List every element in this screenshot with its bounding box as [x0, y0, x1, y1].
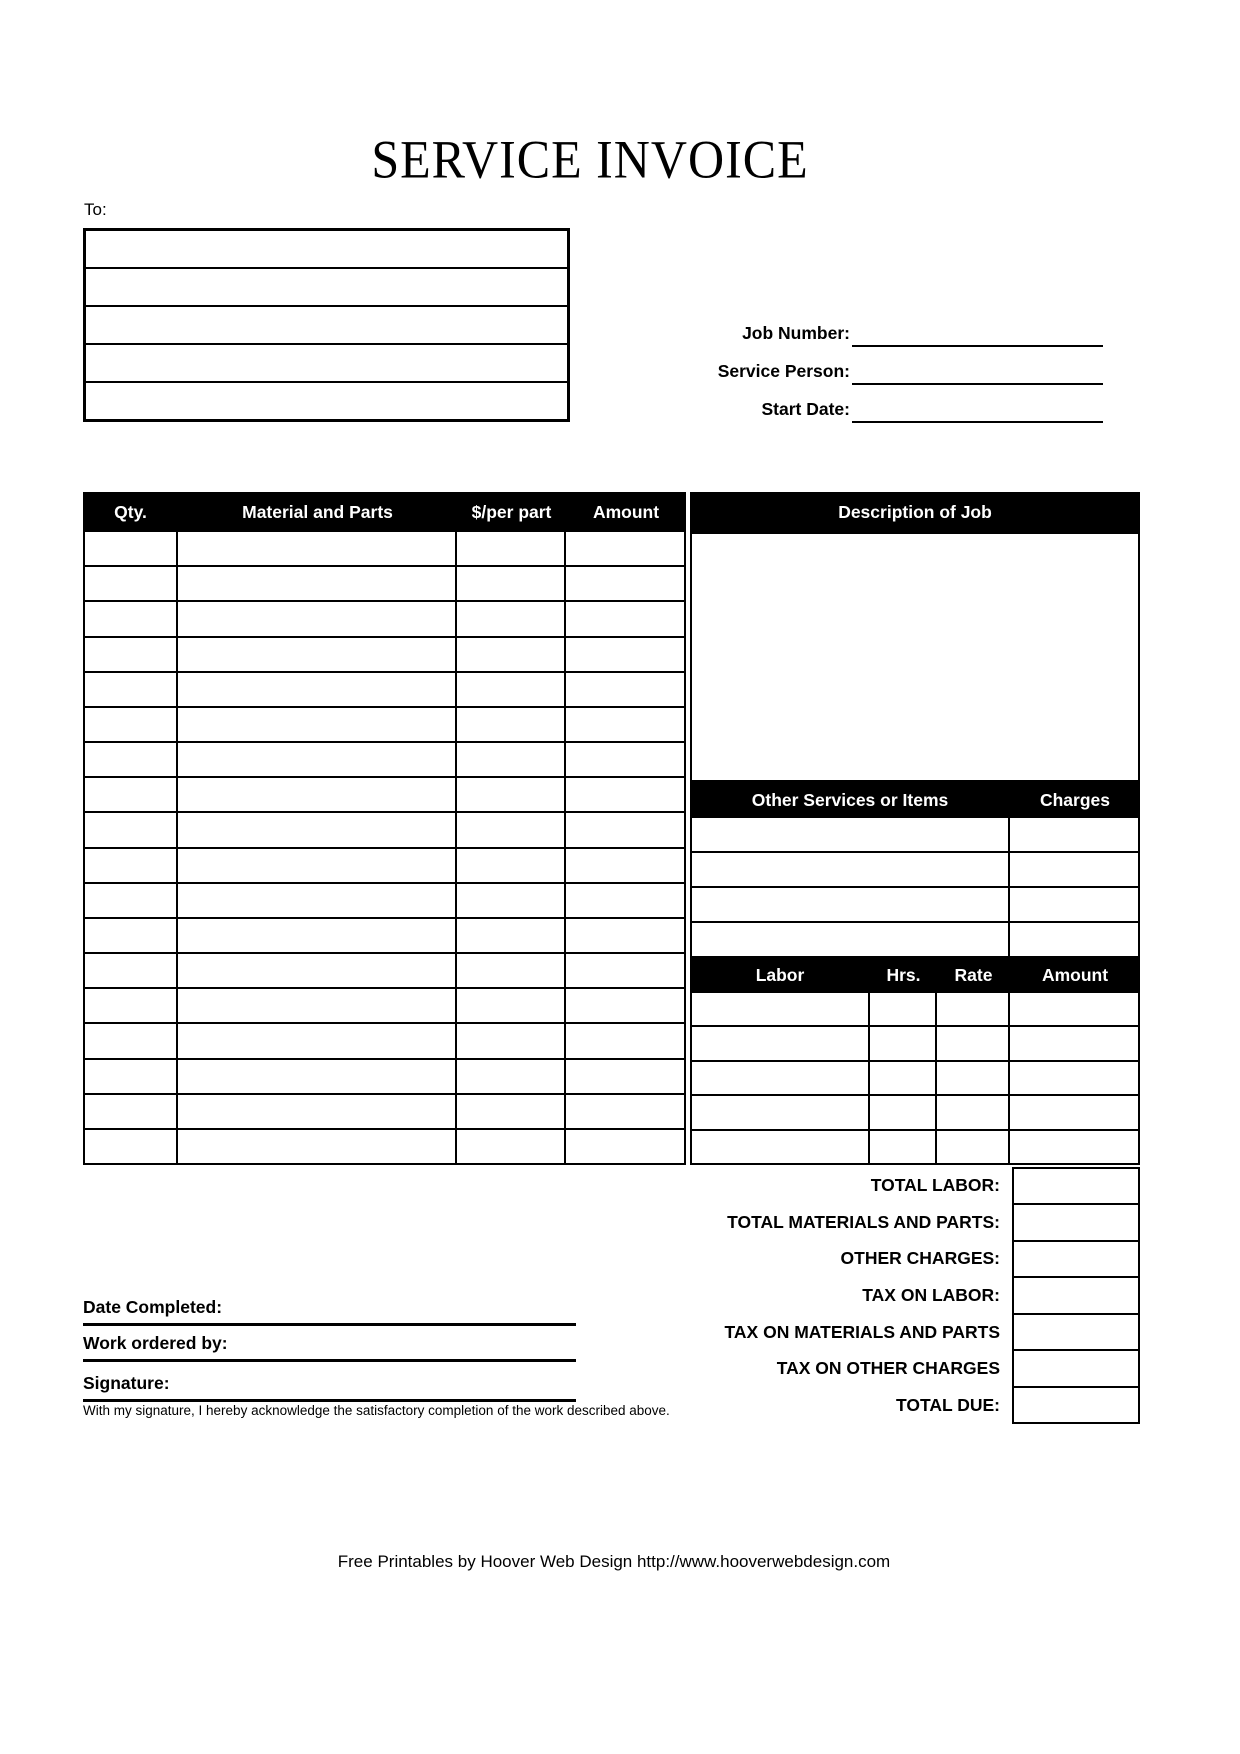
- material-cell[interactable]: [178, 954, 457, 987]
- labor-cell[interactable]: [692, 1096, 870, 1128]
- material-cell[interactable]: [178, 708, 457, 741]
- page-title: SERVICE INVOICE: [371, 128, 809, 190]
- amount-cell[interactable]: [566, 1130, 684, 1163]
- labor-cell[interactable]: [692, 1027, 870, 1059]
- labor-amount-cell[interactable]: [1010, 1062, 1138, 1094]
- other-services-col-label: Other Services or Items: [751, 789, 949, 810]
- rate-cell[interactable]: [937, 1027, 1010, 1059]
- charge-cell[interactable]: [1010, 888, 1138, 921]
- materials-table-row: [85, 849, 684, 884]
- labor-table-body: [690, 993, 1140, 1165]
- material-cell[interactable]: [178, 602, 457, 635]
- material-cell[interactable]: [178, 1095, 457, 1128]
- labor-col-hrs: Hrs.: [886, 965, 921, 985]
- qty-cell[interactable]: [85, 919, 178, 952]
- footer-credit: Free Printables by Hoover Web Design http://www.hooverwebdesign.com: [337, 1552, 891, 1571]
- qty-cell[interactable]: [85, 778, 178, 811]
- service-person-field: [620, 347, 1103, 385]
- job-number-input-line[interactable]: [852, 309, 1103, 347]
- description-of-job-box[interactable]: [690, 532, 1140, 782]
- material-cell[interactable]: [178, 638, 457, 671]
- amount-cell[interactable]: [566, 602, 684, 635]
- date-completed-label: Date Completed:: [83, 1297, 223, 1317]
- material-cell[interactable]: [178, 813, 457, 846]
- qty-cell[interactable]: [85, 708, 178, 741]
- materials-table-row: [85, 673, 684, 708]
- labor-table-row: [692, 1027, 1138, 1061]
- labor-table-row: [692, 993, 1138, 1027]
- other-charges-label: OTHER CHARGES:: [840, 1248, 1000, 1269]
- tax-on-other-charges-label: TAX ON OTHER CHARGES: [776, 1358, 1000, 1379]
- materials-table-row: [85, 989, 684, 1024]
- material-cell[interactable]: [178, 743, 457, 776]
- qty-cell[interactable]: [85, 849, 178, 882]
- qty-cell[interactable]: [85, 743, 178, 776]
- labor-amount-cell[interactable]: [1010, 1096, 1138, 1128]
- materials-table-row: [85, 1130, 684, 1163]
- rate-cell[interactable]: [937, 1131, 1010, 1163]
- date-completed-field[interactable]: [83, 1297, 576, 1326]
- amount-cell[interactable]: [566, 778, 684, 811]
- qty-cell[interactable]: [85, 1130, 178, 1163]
- total-value-box[interactable]: [1014, 1278, 1138, 1314]
- price-per-part-cell[interactable]: [457, 1095, 566, 1128]
- labor-amount-cell[interactable]: [1010, 993, 1138, 1025]
- tax-on-materials-and-parts-label: TAX ON MATERIALS AND PARTS: [724, 1321, 1000, 1342]
- labor-table-row: [692, 1131, 1138, 1163]
- labor-cell[interactable]: [692, 993, 870, 1025]
- price-per-part-cell[interactable]: [457, 778, 566, 811]
- job-number-field: [620, 309, 1103, 347]
- price-per-part-cell[interactable]: [457, 919, 566, 952]
- hrs-cell[interactable]: [870, 1131, 937, 1163]
- amount-cell[interactable]: [566, 919, 684, 952]
- labor-table-row: [692, 1062, 1138, 1096]
- to-address-box: [83, 228, 570, 422]
- address-line[interactable]: [86, 307, 567, 345]
- materials-table-header: [83, 492, 686, 532]
- amount-cell[interactable]: [566, 638, 684, 671]
- price-per-part-cell[interactable]: [457, 1060, 566, 1093]
- material-cell[interactable]: [178, 532, 457, 565]
- total-labor-label: TOTAL LABOR:: [870, 1174, 1000, 1195]
- total-value-box[interactable]: [1014, 1169, 1138, 1205]
- price-per-part-cell[interactable]: [457, 849, 566, 882]
- amount-cell[interactable]: [566, 989, 684, 1022]
- price-per-part-cell[interactable]: [457, 1130, 566, 1163]
- amount-cell[interactable]: [566, 954, 684, 987]
- address-line[interactable]: [86, 345, 567, 383]
- price-per-part-cell[interactable]: [457, 1024, 566, 1057]
- address-line[interactable]: [86, 231, 567, 269]
- qty-cell[interactable]: [85, 673, 178, 706]
- material-cell[interactable]: [178, 849, 457, 882]
- amount-cell[interactable]: [566, 813, 684, 846]
- work-ordered-by-field[interactable]: [83, 1333, 576, 1362]
- materials-table-row: [85, 743, 684, 778]
- signature-field[interactable]: [83, 1373, 576, 1402]
- other-services-row: [692, 888, 1138, 923]
- qty-cell[interactable]: [85, 602, 178, 635]
- labor-amount-cell[interactable]: [1010, 1131, 1138, 1163]
- signature-label: Signature:: [83, 1373, 170, 1393]
- materials-table-row: [85, 532, 684, 567]
- price-per-part-cell[interactable]: [457, 673, 566, 706]
- charge-cell[interactable]: [1010, 818, 1138, 851]
- rate-cell[interactable]: [937, 993, 1010, 1025]
- materials-col-price-per-part: $/per part: [471, 501, 552, 522]
- charges-col-label: Charges: [1039, 789, 1111, 810]
- totals-labels: [540, 1167, 1005, 1424]
- materials-table-row: [85, 954, 684, 989]
- rate-cell[interactable]: [937, 1096, 1010, 1128]
- price-per-part-cell[interactable]: [457, 813, 566, 846]
- other-service-cell[interactable]: [692, 818, 1010, 851]
- hrs-cell[interactable]: [870, 1062, 937, 1094]
- hrs-cell[interactable]: [870, 1096, 937, 1128]
- materials-table-row: [85, 1095, 684, 1130]
- total-value-box[interactable]: [1014, 1242, 1138, 1278]
- labor-table-row: [692, 1096, 1138, 1130]
- qty-cell[interactable]: [85, 567, 178, 600]
- description-of-job-label: Description of Job: [838, 501, 992, 522]
- materials-table-row: [85, 567, 684, 602]
- work-ordered-by-label: Work ordered by:: [83, 1333, 228, 1353]
- job-number-label: Job Number:: [742, 323, 850, 343]
- labor-amount-cell[interactable]: [1010, 1027, 1138, 1059]
- other-service-cell[interactable]: [692, 923, 1010, 956]
- tax-on-labor-label: TAX ON LABOR:: [862, 1285, 1000, 1306]
- labor-table-header: [690, 958, 1140, 993]
- description-of-job-header: [690, 492, 1140, 532]
- service-person-input-line[interactable]: [852, 347, 1103, 385]
- material-cell[interactable]: [178, 1024, 457, 1057]
- price-per-part-cell[interactable]: [457, 989, 566, 1022]
- qty-cell[interactable]: [85, 989, 178, 1022]
- amount-cell[interactable]: [566, 567, 684, 600]
- labor-col-labor: Labor: [755, 965, 805, 985]
- material-cell[interactable]: [178, 673, 457, 706]
- qty-cell[interactable]: [85, 1024, 178, 1057]
- materials-table-row: [85, 813, 684, 848]
- total-materials-and-parts-label: TOTAL MATERIALS AND PARTS:: [727, 1211, 1000, 1232]
- price-per-part-cell[interactable]: [457, 532, 566, 565]
- materials-col-material-and-parts: Material and Parts: [242, 501, 393, 522]
- amount-cell[interactable]: [566, 673, 684, 706]
- total-value-box[interactable]: [1014, 1205, 1138, 1241]
- materials-table-row: [85, 602, 684, 637]
- materials-col-amount: Amount: [592, 501, 660, 522]
- materials-table-row: [85, 884, 684, 919]
- amount-cell[interactable]: [566, 1060, 684, 1093]
- material-cell[interactable]: [178, 1060, 457, 1093]
- service-person-label: Service Person:: [717, 361, 850, 381]
- hrs-cell[interactable]: [870, 993, 937, 1025]
- qty-cell[interactable]: [85, 1060, 178, 1093]
- materials-table-row: [85, 638, 684, 673]
- labor-cell[interactable]: [692, 1131, 870, 1163]
- price-per-part-cell[interactable]: [457, 567, 566, 600]
- other-services-row: [692, 923, 1138, 956]
- to-label: To:: [84, 200, 107, 219]
- price-per-part-cell[interactable]: [457, 954, 566, 987]
- info-fields: [620, 309, 1103, 423]
- total-value-box[interactable]: [1014, 1315, 1138, 1351]
- other-service-cell[interactable]: [692, 888, 1010, 921]
- amount-cell[interactable]: [566, 849, 684, 882]
- materials-table-body: [83, 532, 686, 1165]
- materials-table-row: [85, 778, 684, 813]
- charge-cell[interactable]: [1010, 853, 1138, 886]
- materials-table-row: [85, 708, 684, 743]
- other-service-cell[interactable]: [692, 853, 1010, 886]
- material-cell[interactable]: [178, 778, 457, 811]
- price-per-part-cell[interactable]: [457, 884, 566, 917]
- amount-cell[interactable]: [566, 708, 684, 741]
- charge-cell[interactable]: [1010, 923, 1138, 956]
- amount-cell[interactable]: [566, 1024, 684, 1057]
- qty-cell[interactable]: [85, 884, 178, 917]
- materials-table-row: [85, 1060, 684, 1095]
- total-due-label: TOTAL DUE:: [895, 1395, 1000, 1416]
- start-date-field: [620, 385, 1103, 423]
- address-line[interactable]: [86, 383, 567, 419]
- other-services-row: [692, 818, 1138, 853]
- price-per-part-cell[interactable]: [457, 708, 566, 741]
- amount-cell[interactable]: [566, 1095, 684, 1128]
- start-date-label: Start Date:: [761, 399, 850, 419]
- price-per-part-cell[interactable]: [457, 638, 566, 671]
- total-value-box[interactable]: [1014, 1388, 1138, 1422]
- materials-table-row: [85, 1024, 684, 1059]
- qty-cell[interactable]: [85, 813, 178, 846]
- materials-col-qty: Qty.: [114, 501, 147, 522]
- material-cell[interactable]: [178, 989, 457, 1022]
- totals-value-boxes: [1012, 1167, 1140, 1424]
- total-value-box[interactable]: [1014, 1351, 1138, 1387]
- other-services-body: [690, 818, 1140, 958]
- material-cell[interactable]: [178, 884, 457, 917]
- qty-cell[interactable]: [85, 954, 178, 987]
- other-services-header: [690, 782, 1140, 818]
- material-cell[interactable]: [178, 919, 457, 952]
- qty-cell[interactable]: [85, 532, 178, 565]
- price-per-part-cell[interactable]: [457, 602, 566, 635]
- qty-cell[interactable]: [85, 638, 178, 671]
- qty-cell[interactable]: [85, 1095, 178, 1128]
- hrs-cell[interactable]: [870, 1027, 937, 1059]
- signature-disclaimer: With my signature, I hereby acknowledge the satisfactory completion of the work described above.: [83, 1403, 670, 1418]
- material-cell[interactable]: [178, 567, 457, 600]
- amount-cell[interactable]: [566, 743, 684, 776]
- amount-cell[interactable]: [566, 884, 684, 917]
- labor-cell[interactable]: [692, 1062, 870, 1094]
- address-line[interactable]: [86, 269, 567, 307]
- start-date-input-line[interactable]: [852, 385, 1103, 423]
- labor-col-rate: Rate: [954, 965, 993, 985]
- material-cell[interactable]: [178, 1130, 457, 1163]
- other-services-row: [692, 853, 1138, 888]
- rate-cell[interactable]: [937, 1062, 1010, 1094]
- materials-table-row: [85, 919, 684, 954]
- price-per-part-cell[interactable]: [457, 743, 566, 776]
- labor-col-amount: Amount: [1041, 965, 1109, 985]
- amount-cell[interactable]: [566, 532, 684, 565]
